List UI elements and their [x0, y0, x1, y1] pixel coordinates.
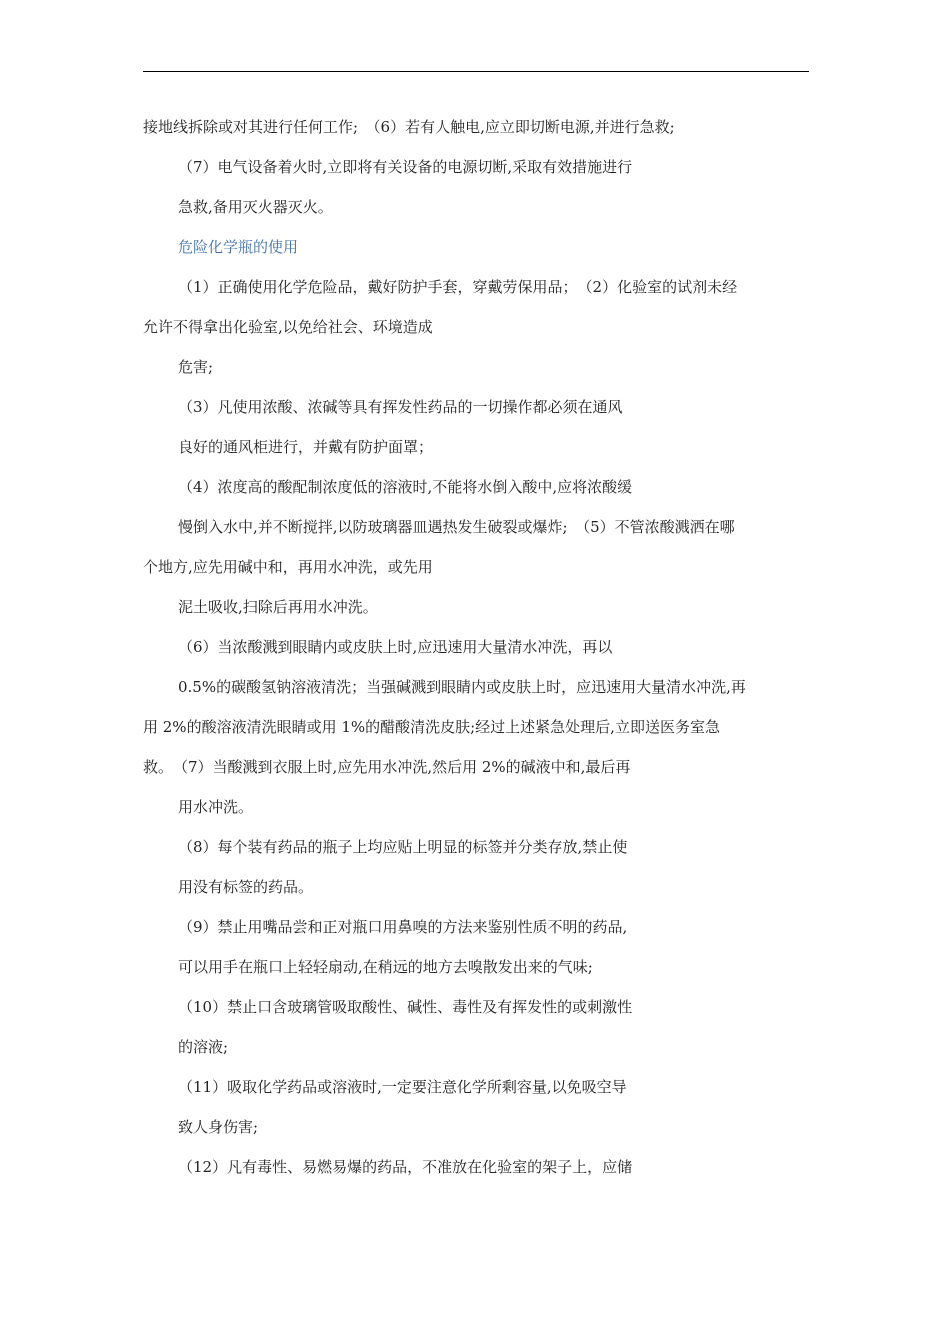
text-line: 可以用手在瓶口上轻轻扇动,在稍远的地方去嗅散发出来的气味;	[178, 958, 593, 976]
text-line: （12）凡有毒性、易燃易爆的药品，不准放在化验室的架子上，应储	[178, 1158, 633, 1176]
text-line: （6）当浓酸溅到眼睛内或皮肤上时,应迅速用大量清水冲洗，再以	[178, 638, 613, 656]
document-body	[143, 114, 811, 1194]
text-line: （7）电气设备着火时,立即将有关设备的电源切断,采取有效措施进行	[178, 158, 633, 176]
section-heading: 危险化学瓶的使用	[178, 238, 299, 256]
text-line: 救。 （7）当酸溅到衣服上时,应先用水冲洗,然后用 2%的碱液中和,最后再	[143, 758, 631, 776]
text-line: （8）每个装有药品的瓶子上均应贴上明显的标签并分类存放,禁止使	[178, 838, 628, 856]
text-line: （11）吸取化学药品或溶液时,一定要注意化学所剩容量,以免吸空导	[178, 1078, 627, 1096]
text-line: （4）浓度高的酸配制浓度低的溶液时,不能将水倒入酸中,应将浓酸缓	[178, 478, 633, 496]
text-line: 致人身伤害;	[178, 1118, 259, 1136]
text-line: 的溶液;	[178, 1038, 229, 1056]
text-line: 用 2%的酸溶液清洗眼睛或用 1%的醋酸清洗皮肤;经过上述紧急处理后,立即送医务室急	[143, 718, 720, 736]
header-rule	[143, 71, 809, 72]
text-line: （10）禁止口含玻璃管吸取酸性、碱性、毒性及有挥发性的或刺激性	[178, 998, 633, 1016]
text-line: 慢倒入水中,并不断搅拌,以防玻璃器皿遇热发生破裂或爆炸; （5）不管浓酸溅洒在哪	[178, 518, 735, 536]
text-line: 急救,备用灭火器灭火。	[178, 198, 333, 216]
text-line: 危害;	[178, 358, 214, 376]
text-line: 0.5%的碳酸氢钠溶液清洗；当强碱溅到眼睛内或皮肤上时，应迅速用大量清水冲洗,再	[178, 678, 746, 696]
text-line: 良好的通风柜进行，并戴有防护面罩；	[178, 438, 434, 456]
text-line: 个地方,应先用碱中和，再用水冲洗，或先用	[143, 558, 433, 576]
text-line: 用水冲洗。	[178, 798, 254, 816]
text-line: 用没有标签的药品。	[178, 878, 314, 896]
text-line: 允许不得拿出化验室,以免给社会、环境造成	[143, 318, 433, 336]
text-line: （1）正确使用化学危险品，戴好防护手套，穿戴劳保用品； （2）化验室的试剂未经	[178, 278, 738, 296]
text-line: （3）凡使用浓酸、浓碱等具有挥发性药品的一切操作都必须在通风	[178, 398, 623, 416]
text-line: （9）禁止用嘴品尝和正对瓶口用鼻嗅的方法来鉴别性质不明的药品,	[178, 918, 628, 936]
text-line: 接地线拆除或对其进行任何工作; （6）若有人触电,应立即切断电源,并进行急救;	[143, 118, 675, 136]
text-line: 泥土吸收,扫除后再用水冲洗。	[178, 598, 378, 616]
